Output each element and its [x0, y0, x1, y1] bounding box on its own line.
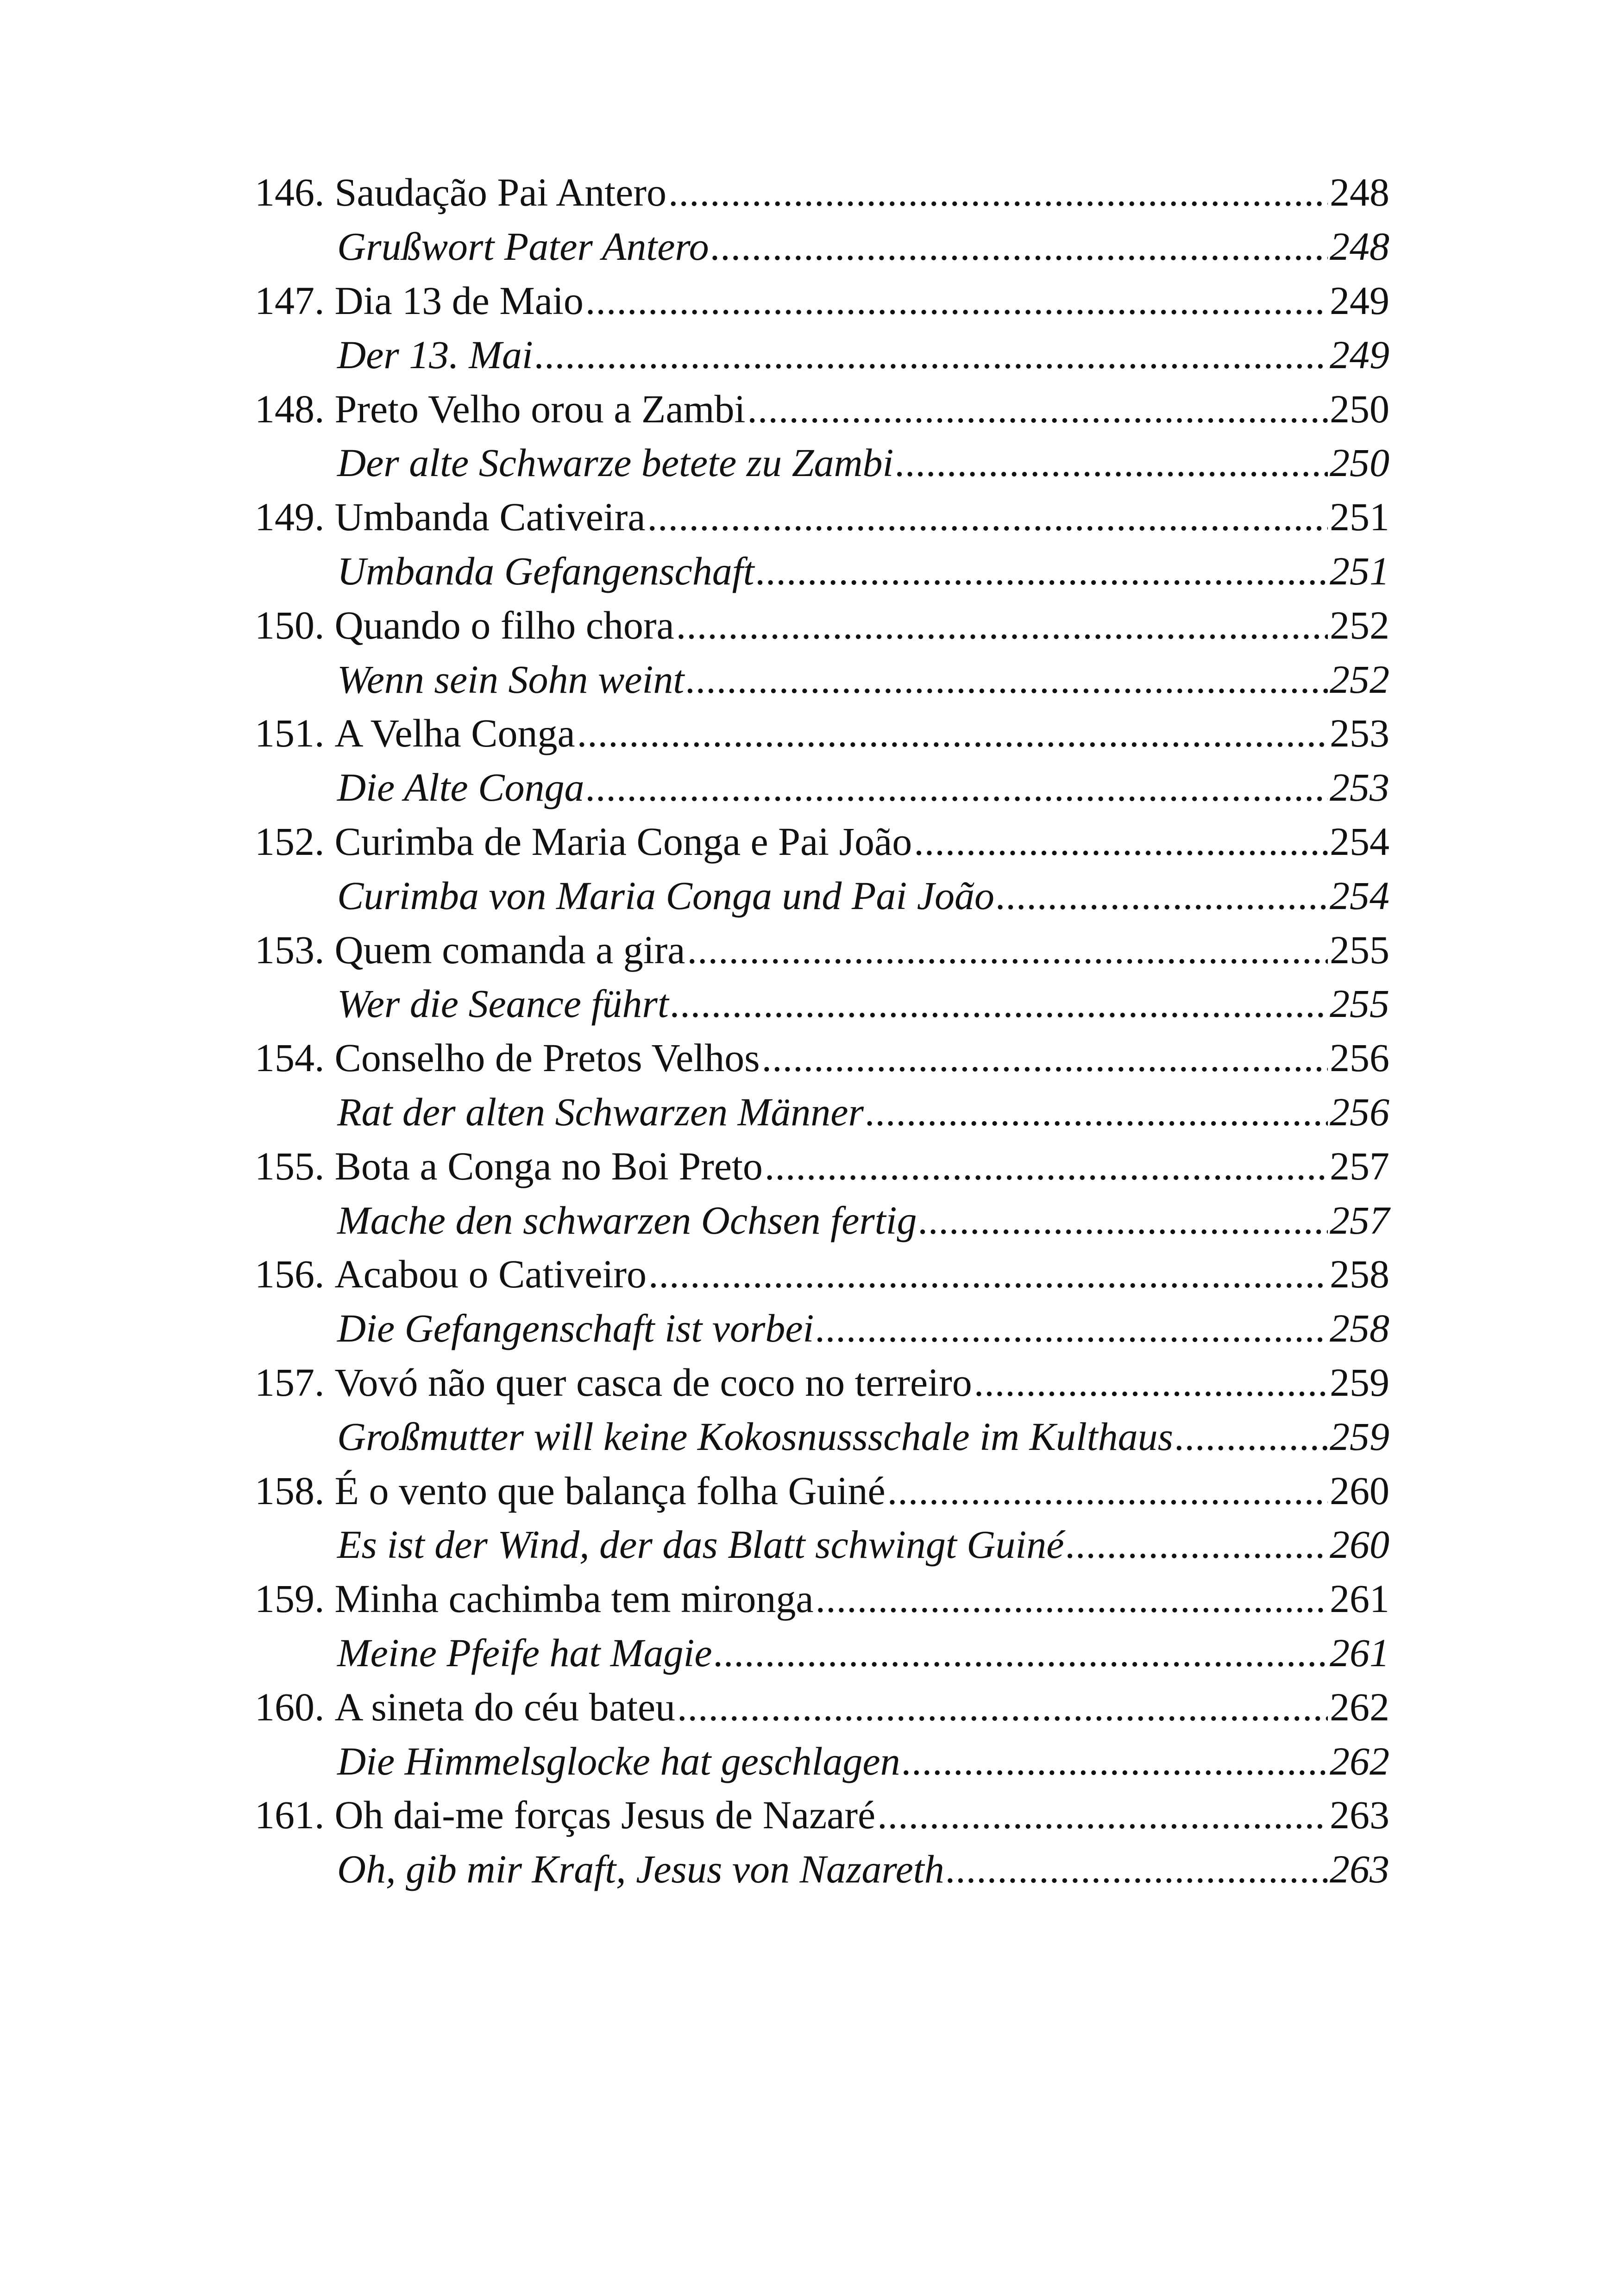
entry-page-number: 252	[1330, 602, 1389, 647]
dot-leader	[747, 389, 1328, 429]
entry-page-number: 258	[1330, 1306, 1389, 1351]
entry-page-number: 256	[1330, 1035, 1389, 1080]
dot-leader	[676, 605, 1328, 645]
entry-number: 158.	[255, 1468, 325, 1513]
toc-entry	[255, 706, 1389, 760]
entry-page-number: 257	[1330, 1143, 1389, 1188]
entry-number: 152.	[255, 819, 325, 864]
entry-page-number: 261	[1330, 1576, 1389, 1621]
dot-leader	[1175, 1417, 1328, 1456]
dot-leader	[687, 930, 1328, 970]
entry-number: 146.	[255, 170, 325, 215]
entry-title: Wenn sein Sohn weint	[337, 657, 685, 702]
entry-title: Rat der alten Schwarzen Männer	[337, 1089, 864, 1134]
entry-page-number: 255	[1330, 981, 1389, 1026]
entry-number: 159.	[255, 1576, 325, 1621]
toc-entry	[255, 1680, 1389, 1734]
entry-page-number: 257	[1330, 1198, 1389, 1242]
entry-number: 156.	[255, 1252, 325, 1297]
entry-number: 154.	[255, 1035, 325, 1080]
toc-entry-translation	[255, 977, 1389, 1031]
dot-leader	[866, 1092, 1328, 1132]
entry-title: É o vento que balança folha Guiné	[334, 1468, 886, 1513]
entry-title: Conselho de Pretos Velhos	[334, 1035, 760, 1080]
dot-leader	[586, 767, 1328, 807]
entry-page-number: 252	[1330, 657, 1389, 702]
entry-page-number: 262	[1330, 1738, 1389, 1783]
dot-leader	[996, 876, 1328, 916]
entry-title: Bota a Conga no Boi Preto	[334, 1143, 763, 1188]
toc-entry	[255, 1247, 1389, 1301]
entry-page-number: 258	[1330, 1252, 1389, 1297]
entry-title: Es ist der Wind, der das Blatt schwingt Guiné	[337, 1522, 1064, 1567]
entry-page-number: 256	[1330, 1089, 1389, 1134]
toc-entry-translation	[255, 436, 1389, 490]
entry-title: Der alte Schwarze betete zu Zambi	[337, 440, 894, 485]
dot-leader	[887, 1471, 1328, 1511]
entry-title: Oh, gib mir Kraft, Jesus von Nazareth	[337, 1847, 944, 1892]
entry-page-number: 254	[1330, 873, 1389, 918]
dot-leader	[677, 1687, 1328, 1727]
entry-number: 155.	[255, 1143, 325, 1188]
entry-page-number: 253	[1330, 765, 1389, 810]
entry-page-number: 251	[1330, 548, 1389, 593]
entry-title: Curimba von Maria Conga und Pai João	[337, 873, 994, 918]
entry-page-number: 250	[1330, 440, 1389, 485]
entry-page-number: 248	[1330, 224, 1389, 269]
toc-entry-translation	[255, 327, 1389, 382]
toc-entry-translation	[255, 652, 1389, 706]
dot-leader	[1066, 1524, 1328, 1564]
table-of-contents	[255, 165, 1389, 1896]
dot-leader	[902, 1741, 1328, 1781]
toc-entry-translation	[255, 220, 1389, 274]
toc-entry-translation	[255, 1518, 1389, 1572]
entry-title: Die Himmelsglocke hat geschlagen	[337, 1738, 900, 1783]
entry-page-number: 263	[1330, 1847, 1389, 1892]
entry-number: 157.	[255, 1360, 325, 1405]
entry-title: Mache den schwarzen Ochsen fertig	[337, 1198, 917, 1242]
entry-title: Die Alte Conga	[337, 765, 584, 810]
entry-number: 149.	[255, 495, 325, 539]
dot-leader	[714, 1633, 1328, 1673]
dot-leader	[974, 1362, 1328, 1402]
entry-number: 153.	[255, 927, 325, 972]
dot-leader	[762, 1038, 1328, 1078]
dot-leader	[535, 335, 1328, 375]
toc-entry	[255, 815, 1389, 869]
entry-title: Umbanda Cativeira	[334, 495, 646, 539]
toc-entry-translation	[255, 868, 1389, 922]
entry-title: Preto Velho orou a Zambi	[334, 386, 746, 431]
entry-page-number: 249	[1330, 332, 1389, 377]
entry-page-number: 263	[1330, 1793, 1389, 1838]
dot-leader	[946, 1849, 1328, 1889]
dot-leader	[686, 659, 1328, 699]
entry-title: Großmutter will keine Kokosnussschale im Kulthaus	[337, 1414, 1174, 1459]
entry-title: Umbanda Gefangenschaft	[337, 548, 754, 593]
entry-title: Wer die Seance führt	[337, 981, 669, 1026]
dot-leader	[668, 172, 1328, 212]
entry-page-number: 255	[1330, 927, 1389, 972]
entry-number: 150.	[255, 602, 325, 647]
toc-entry	[255, 1139, 1389, 1193]
toc-entry-translation	[255, 544, 1389, 598]
toc-entry	[255, 1031, 1389, 1085]
dot-leader	[895, 443, 1328, 483]
toc-entry-translation	[255, 1409, 1389, 1463]
toc-entry	[255, 490, 1389, 544]
entry-page-number: 249	[1330, 278, 1389, 323]
dot-leader	[919, 1200, 1328, 1240]
entry-title: Saudação Pai Antero	[334, 170, 666, 215]
entry-page-number: 248	[1330, 170, 1389, 215]
toc-entry	[255, 1572, 1389, 1626]
toc-entry	[255, 922, 1389, 977]
entry-title: Curimba de Maria Conga e Pai João	[334, 819, 912, 864]
entry-page-number: 261	[1330, 1630, 1389, 1675]
toc-entry	[255, 598, 1389, 652]
dot-leader	[585, 281, 1328, 320]
dot-leader	[914, 822, 1328, 861]
entry-title: Der 13. Mai	[337, 332, 533, 377]
entry-title: Dia 13 de Maio	[334, 278, 584, 323]
entry-page-number: 250	[1330, 386, 1389, 431]
entry-page-number: 259	[1330, 1360, 1389, 1405]
dot-leader	[577, 713, 1328, 753]
entry-page-number: 259	[1330, 1414, 1389, 1459]
toc-entry	[255, 382, 1389, 436]
entry-title: Acabou o Cativeiro	[334, 1252, 647, 1297]
entry-title: A Velha Conga	[334, 711, 575, 756]
entry-page-number: 260	[1330, 1468, 1389, 1513]
toc-entry-translation	[255, 1301, 1389, 1355]
toc-entry-translation	[255, 1734, 1389, 1788]
entry-page-number: 262	[1330, 1684, 1389, 1729]
toc-entry-translation	[255, 1626, 1389, 1680]
entry-title: Minha cachimba tem mironga	[334, 1576, 814, 1621]
toc-entry	[255, 1788, 1389, 1842]
dot-leader	[711, 226, 1328, 266]
entry-number: 147.	[255, 278, 325, 323]
toc-entry-translation	[255, 1842, 1389, 1896]
dot-leader	[756, 551, 1328, 591]
entry-title: Meine Pfeife hat Magie	[337, 1630, 712, 1675]
toc-entry-translation	[255, 760, 1389, 815]
dot-leader	[671, 984, 1328, 1023]
dot-leader	[816, 1579, 1328, 1618]
entry-page-number: 253	[1330, 711, 1389, 756]
entry-title: Grußwort Pater Antero	[337, 224, 709, 269]
entry-page-number: 254	[1330, 819, 1389, 864]
toc-entry	[255, 1463, 1389, 1518]
entry-page-number: 251	[1330, 495, 1389, 539]
entry-page-number: 260	[1330, 1522, 1389, 1567]
dot-leader	[647, 497, 1328, 537]
toc-entry-translation	[255, 1193, 1389, 1247]
entry-title: Quem comanda a gira	[334, 927, 685, 972]
entry-title: Die Gefangenschaft ist vorbei	[337, 1306, 814, 1351]
entry-title: Vovó não quer casca de coco no terreiro	[334, 1360, 972, 1405]
entry-number: 148.	[255, 386, 325, 431]
entry-title: Quando o filho chora	[334, 602, 674, 647]
toc-entry	[255, 165, 1389, 220]
entry-number: 151.	[255, 711, 325, 756]
entry-number: 161.	[255, 1793, 325, 1838]
dot-leader	[877, 1795, 1328, 1835]
dot-leader	[648, 1254, 1328, 1294]
toc-entry-translation	[255, 1085, 1389, 1139]
entry-number: 160.	[255, 1684, 325, 1729]
toc-entry	[255, 1355, 1389, 1410]
dot-leader	[765, 1146, 1328, 1186]
entry-title: A sineta do céu bateu	[334, 1684, 676, 1729]
toc-entry	[255, 274, 1389, 328]
entry-title: Oh dai-me forças Jesus de Nazaré	[334, 1793, 876, 1838]
dot-leader	[816, 1308, 1328, 1348]
